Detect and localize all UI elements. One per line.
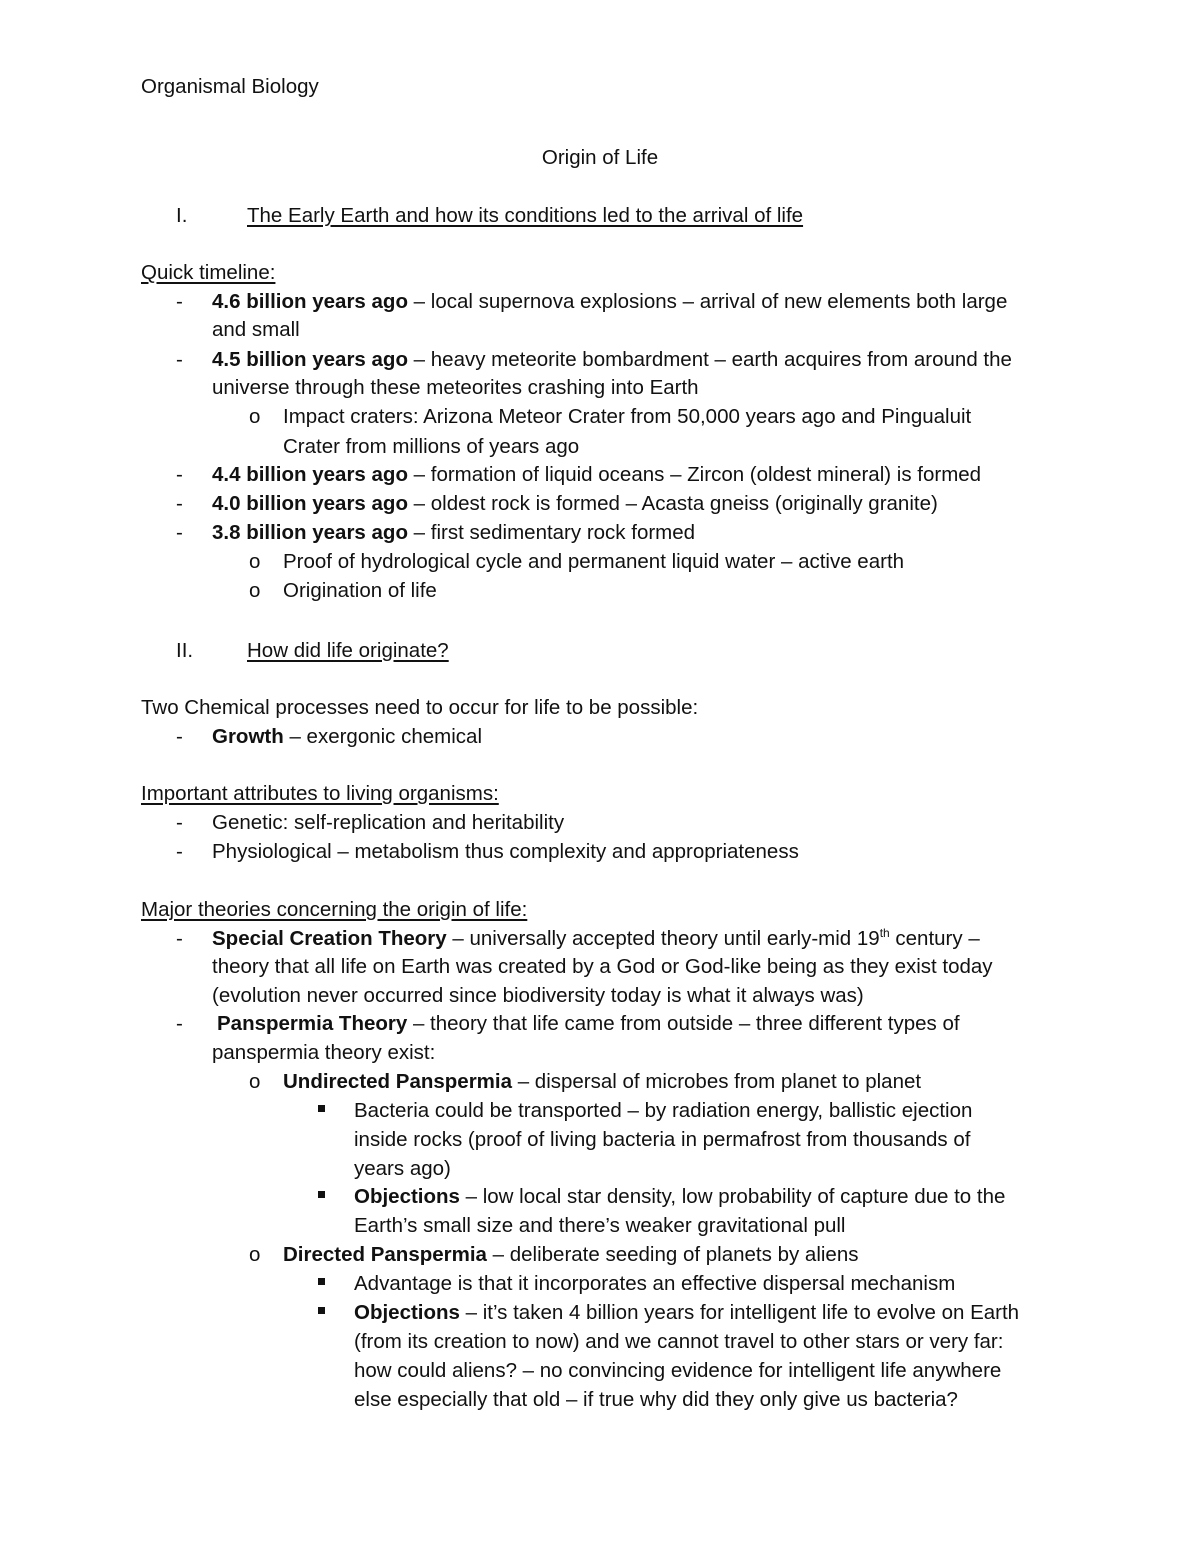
attribute-item: Genetic: self-replication and heritability (212, 811, 565, 834)
list-dash: - (176, 1012, 183, 1035)
timeline-item: 4.5 billion years ago – heavy meteorite bombardment – earth acquires from around the (212, 348, 1012, 371)
processes-intro: Two Chemical processes need to occur for life to be possible: (141, 696, 699, 719)
list-dash: - (176, 463, 183, 486)
list-dash: - (176, 927, 183, 950)
timeline-item: 4.4 billion years ago – formation of liquid oceans – Zircon (oldest mineral) is formed (212, 463, 982, 486)
circle-bullet: o (249, 1070, 261, 1093)
sub-sub-item: Advantage is that it incorporates an effective dispersal mechanism (354, 1272, 956, 1295)
list-dash: - (176, 521, 183, 544)
theory-item: Panspermia Theory – theory that life came from outside – three different types of (217, 1012, 960, 1035)
sub-sub-item-continued: (from its creation to now) and we cannot travel to other stars or very far: (354, 1330, 1004, 1353)
sub-sub-item-continued: inside rocks (proof of living bacteria in permafrost from thousands of (354, 1128, 971, 1151)
square-bullet (318, 1307, 325, 1314)
sub-sub-item: Objections – low local star density, low probability of capture due to the (354, 1185, 1006, 1208)
sub-item: Undirected Panspermia – dispersal of microbes from planet to planet (283, 1070, 922, 1093)
section-1-heading: The Early Earth and how its conditions led to the arrival of life (247, 204, 804, 227)
list-dash: - (176, 290, 183, 313)
attributes-label: Important attributes to living organisms: (141, 782, 499, 805)
list-dash: - (176, 811, 183, 834)
sub-sub-item: Bacteria could be transported – by radiation energy, ballistic ejection (354, 1099, 973, 1122)
list-dash: - (176, 725, 183, 748)
timeline-item: 3.8 billion years ago – first sedimentary rock formed (212, 521, 696, 544)
circle-bullet: o (249, 405, 261, 428)
sub-sub-item: Objections – it’s taken 4 billion years for intelligent life to evolve on Earth (354, 1301, 1020, 1324)
section-2-numeral: II. (176, 639, 194, 662)
timeline-item: 4.6 billion years ago – local supernova explosions – arrival of new elements both large (212, 290, 1008, 313)
theory-item: Special Creation Theory – universally accepted theory until early-mid 19th century – (212, 926, 980, 950)
process-item: Growth – exergonic chemical (212, 725, 483, 748)
sub-sub-item-continued: else especially that old – if true why did they only give us bacteria? (354, 1388, 958, 1411)
theories-label: Major theories concerning the origin of life: (141, 898, 528, 921)
sub-item: Origination of life (283, 579, 437, 602)
attribute-item: Physiological – metabolism thus complexity and appropriateness (212, 840, 799, 863)
sub-item-continued: Crater from millions of years ago (283, 435, 580, 458)
sub-item: Impact craters: Arizona Meteor Crater from 50,000 years ago and Pingualuit (283, 405, 972, 428)
square-bullet (318, 1191, 325, 1198)
sub-sub-item-continued: Earth’s small size and there’s weaker gravitational pull (354, 1214, 846, 1237)
course-header: Organismal Biology (141, 75, 319, 98)
square-bullet (318, 1105, 325, 1112)
list-dash: - (176, 840, 183, 863)
sub-sub-item-continued: how could aliens? – no convincing evidence for intelligent life anywhere (354, 1359, 1002, 1382)
sub-item: Directed Panspermia – deliberate seeding of planets by aliens (283, 1243, 859, 1266)
section-1-numeral: I. (176, 204, 188, 227)
circle-bullet: o (249, 1243, 261, 1266)
timeline-label: Quick timeline: (141, 261, 276, 284)
circle-bullet: o (249, 550, 261, 573)
theory-item-continued: panspermia theory exist: (212, 1041, 436, 1064)
timeline-item: 4.0 billion years ago – oldest rock is formed – Acasta gneiss (originally granite) (212, 492, 938, 515)
timeline-item-continued: universe through these meteorites crashing into Earth (212, 376, 699, 399)
list-dash: - (176, 492, 183, 515)
theory-item-continued: theory that all life on Earth was created by a God or God-like being as they exist today (212, 955, 993, 978)
list-dash: - (176, 348, 183, 371)
square-bullet (318, 1278, 325, 1285)
circle-bullet: o (249, 579, 261, 602)
section-2-heading: How did life originate? (247, 639, 449, 662)
sub-item: Proof of hydrological cycle and permanent liquid water – active earth (283, 550, 905, 573)
document-title: Origin of Life (541, 146, 659, 169)
theory-item-continued: (evolution never occurred since biodiversity today is what it always was) (212, 984, 864, 1007)
sub-sub-item-continued: years ago) (354, 1157, 451, 1180)
timeline-item-continued: and small (212, 318, 300, 341)
